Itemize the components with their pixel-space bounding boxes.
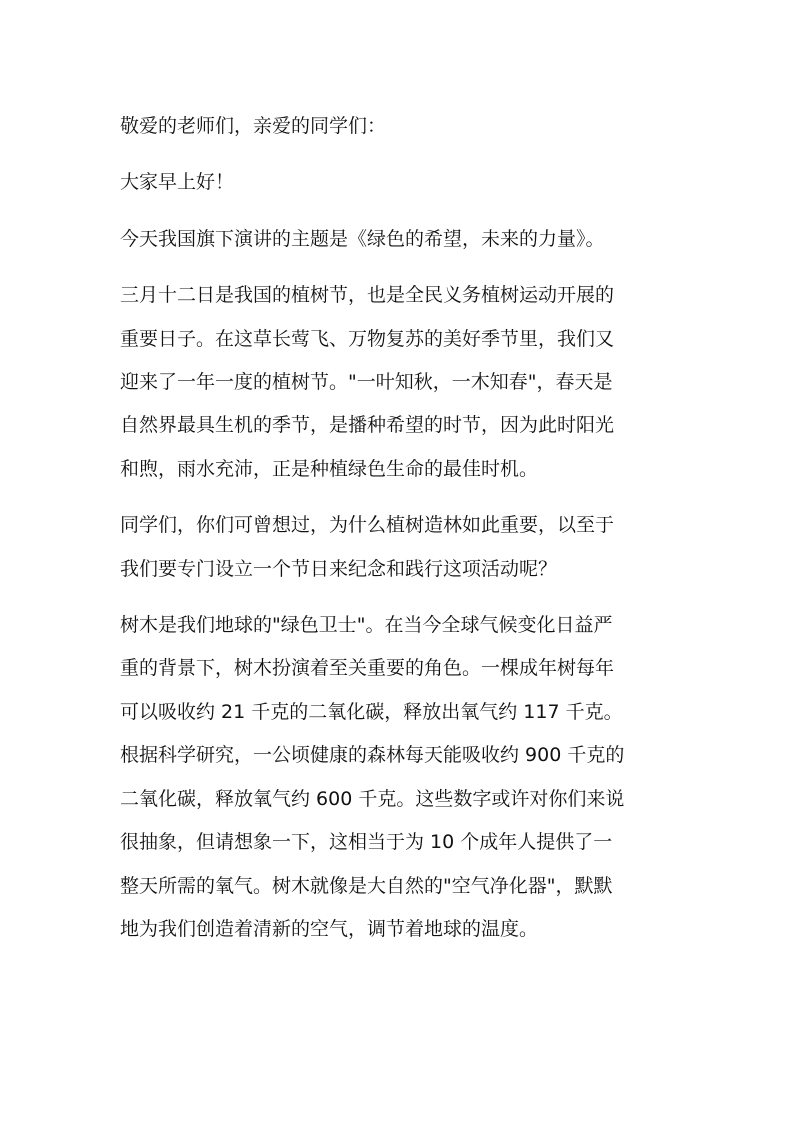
arbor-day-paragraph <box>120 274 690 491</box>
document-body <box>120 105 690 964</box>
green-guardian-paragraph <box>120 604 690 951</box>
text-line: 树木是我们地球的"绿色卫士"。在当今全球气候变化日益严 <box>120 614 613 637</box>
text-line: 重要日子。在这草长莺飞、万物复苏的美好季节里，我们又 <box>120 327 615 350</box>
text-line: 大家早上好！ <box>120 171 235 194</box>
text-line: 根据科学研究，一公顷健康的森林每天能吸收约 900 千克的 <box>120 744 625 767</box>
text-line: 和煦，雨水充沛，正是种植绿色生命的最佳时机。 <box>120 457 539 480</box>
text-line: 整天所需的氧气。树木就像是大自然的"空气净化器"，默默 <box>120 874 613 897</box>
text-line: 很抽象，但请想象一下，这相当于为 10 个成年人提供了一 <box>120 831 613 854</box>
text-line: 我们要专门设立一个节日来纪念和践行这项活动呢？ <box>120 557 558 580</box>
text-line: 敬爱的老师们，亲爱的同学们： <box>120 115 387 137</box>
text-line: 自然界最具生机的季节，是播种希望的时节，因为此时阳光 <box>120 414 615 437</box>
greeting-paragraph <box>120 105 690 148</box>
text-line: 二氧化碳，释放氧气约 600 千克。这些数字或许对你们来说 <box>120 787 625 810</box>
morning-greeting-paragraph <box>120 161 690 204</box>
text-line: 三月十二日是我国的植树节，也是全民义务植树运动开展的 <box>120 284 615 307</box>
text-line: 地为我们创造着清新的空气，调节着地球的温度。 <box>120 917 539 940</box>
text-line: 重的背景下，树木扮演着至关重要的角色。一棵成年树每年 <box>120 657 615 680</box>
question-paragraph <box>120 504 690 591</box>
text-line: 可以吸收约 21 千克的二氧化碳，释放出氧气约 117 千克。 <box>120 700 623 723</box>
text-line: 迎来了一年一度的植树节。"一叶知秋，一木知春"，春天是 <box>120 371 613 394</box>
text-line: 同学们，你们可曾想过，为什么植树造林如此重要，以至于 <box>120 514 615 537</box>
topic-paragraph <box>120 218 690 261</box>
text-line: 今天我国旗下演讲的主题是《绿色的希望，未来的力量》。 <box>120 227 605 250</box>
